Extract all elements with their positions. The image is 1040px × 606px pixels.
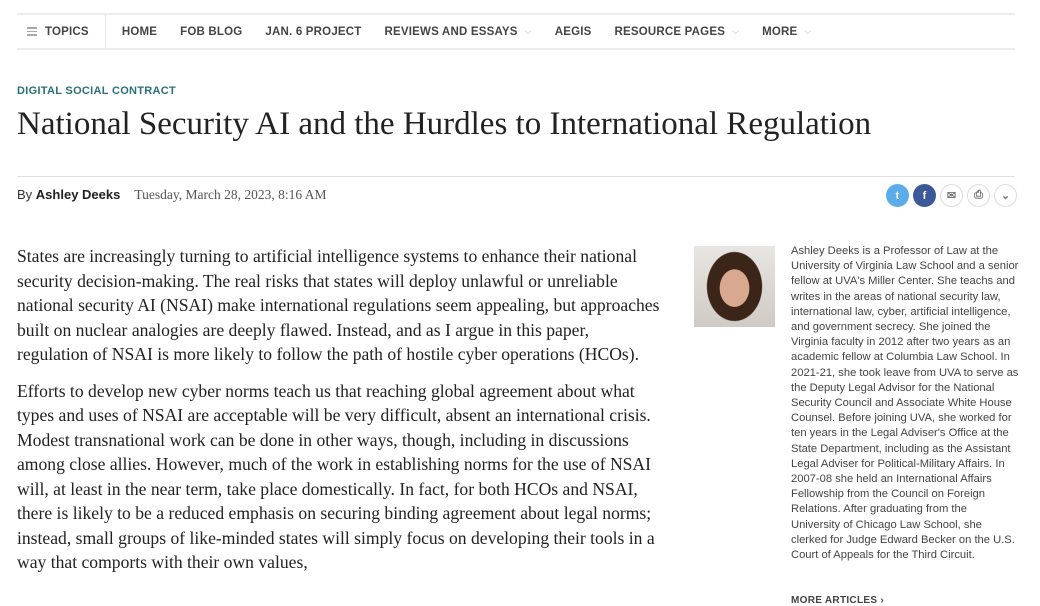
nav-aegis[interactable]: AEGIS <box>554 25 592 38</box>
article-paragraph: Efforts to develop new cyber norms teach us that reaching global agreement about what types and uses of NSAI are acceptable will be very difficult, absent an international crisis. Modest transnational work can be done in other ways, though, including in discussions among close allies. However, much of the work in establishing norms for the use of NSAI will, at least in the near term, take place domestically. In fact, for both HCOs and NSAI, there is likely to be a reduced emphasis on securing binding agreement about legal norms; instead, small groups of like-minded states will simply focus on developing their tools in a way that comports with their own values, <box>17 380 655 572</box>
divider <box>17 176 1015 177</box>
nav-label: MORE <box>762 25 798 38</box>
topics-label: TOPICS <box>45 25 89 38</box>
hamburger-icon <box>27 25 37 38</box>
email-share-icon[interactable]: ✉ <box>940 184 963 207</box>
nav-home[interactable]: HOME <box>121 25 158 38</box>
nav-reviews-essays[interactable] <box>385 26 532 38</box>
byline <box>17 187 326 203</box>
more-share-chevron-icon[interactable]: ⌄ <box>994 184 1017 207</box>
nav-fob-blog[interactable]: FOB BLOG <box>180 25 243 38</box>
nav-more[interactable] <box>762 26 811 38</box>
print-icon[interactable]: ⎙ <box>967 184 990 207</box>
article-body <box>17 244 662 587</box>
nav-label: REVIEWS AND ESSAYS <box>384 25 518 38</box>
chevron-down-icon: ⌵ <box>804 26 812 36</box>
top-nav <box>17 13 1015 50</box>
nav-jan6-project[interactable]: JAN. 6 PROJECT <box>265 25 362 38</box>
page-title: National Security AI and the Hurdles to International Regulation <box>17 106 872 142</box>
facebook-share-icon[interactable]: f <box>913 184 936 207</box>
topic-kicker[interactable]: DIGITAL SOCIAL CONTRACT <box>17 85 177 97</box>
nav-label: RESOURCE PAGES <box>614 25 726 38</box>
publish-date: Tuesday, March 28, 2023, 8:16 AM <box>134 187 327 202</box>
more-articles-link[interactable]: MORE ARTICLES › <box>791 595 885 606</box>
chevron-down-icon: ⌵ <box>732 26 740 36</box>
chevron-down-icon: ⌵ <box>524 26 532 36</box>
topics-menu-button[interactable] <box>17 15 106 48</box>
author-link[interactable]: Ashley Deeks <box>35 187 121 202</box>
share-bar <box>886 184 1017 207</box>
by-label: By <box>17 187 33 202</box>
author-bio: Ashley Deeks is a Professor of Law at the University of Virginia Law School and a senior fellow at UVA's Miller Center. She teachs and writes in the areas of national security law, international law, cyber, artificial intelligence, and government secrecy. She joined the Virginia faculty in 2012 after two years as an academic fellow at Columbia Law School. In 2021-21, she took leave from UVA to serve as the Deputy Legal Advisor for the National Security Council and Associate White House Counsel. Before joining UVA, she worked for ten years in the Legal Adviser's Office at the State Department, including as the Assistant Legal Adviser for Political-Military Affairs. In 2007-08 she held an International Affairs Fellowship from the Council on Foreign Relations. After graduating from the University of Chicago Law School, she clerked for Judge Edward Becker on the U.S. Court of Appeals for the Third Circuit. <box>791 245 1019 562</box>
article-paragraph: States are increasingly turning to artificial intelligence systems to enhance their national security decision-making. The real risks that states will deploy unlawful or unreliable national security AI (NSAI) make international regulations seem appealing, but approaches built on nuclear analogies are deeply flawed. Instead, and as I argue in this paper, regulation of NSAI is more likely to follow the path of hostile cyber operations (HCOs). <box>17 246 660 364</box>
nav-resource-pages[interactable] <box>614 26 739 38</box>
twitter-share-icon[interactable]: t <box>886 184 909 207</box>
author-photo <box>694 246 775 327</box>
